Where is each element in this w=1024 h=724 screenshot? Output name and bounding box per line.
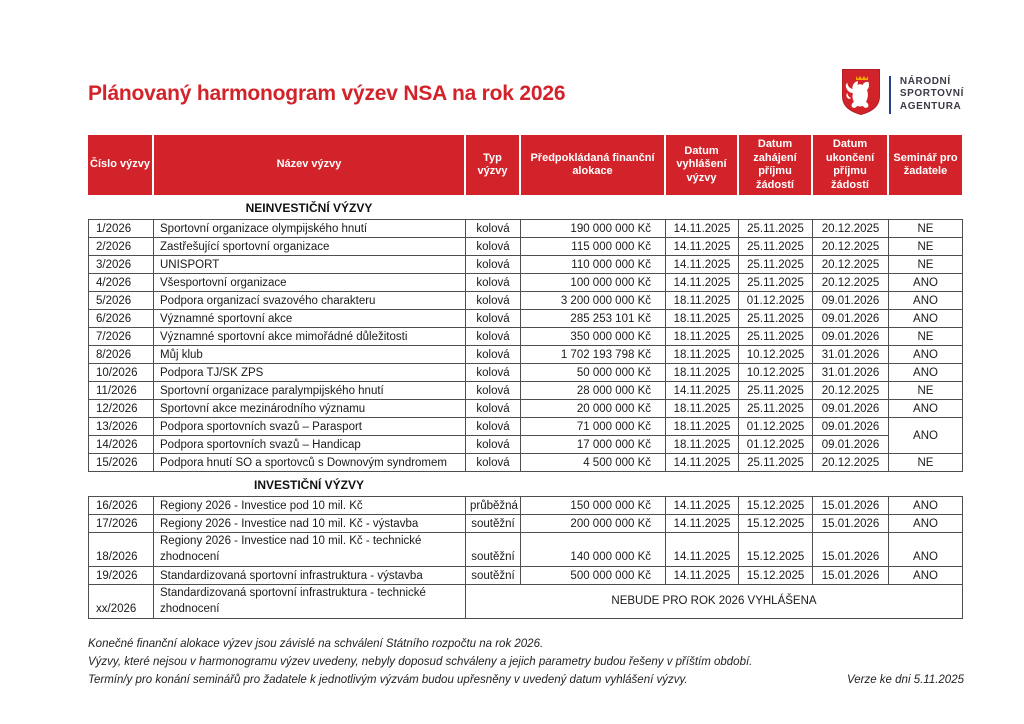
table-row: [89, 238, 963, 256]
table-row: [89, 382, 963, 400]
section-title-investicni: INVESTIČNÍ VÝZVY: [253, 478, 365, 492]
nsa-logo: [841, 68, 964, 121]
cell-date-start: 25.11.2025: [739, 400, 813, 418]
cell-date-start: 10.12.2025: [739, 364, 813, 382]
cell-date-announced: 14.11.2025: [666, 454, 739, 472]
cell-date-announced: 18.11.2025: [666, 346, 739, 364]
cell-seminar: NE: [889, 454, 963, 472]
cell-seminar: ANO: [889, 292, 963, 310]
column-header-2: Typ výzvy: [465, 135, 520, 195]
cell-date-end: 31.01.2026: [813, 364, 889, 382]
cell-date-announced: 14.11.2025: [666, 497, 739, 515]
cell-call-name: Významné sportovní akce: [154, 310, 466, 328]
cell-call-number: 14/2026: [89, 436, 154, 454]
cell-date-announced: 18.11.2025: [666, 310, 739, 328]
table-row: [89, 292, 963, 310]
cell-allocation: 285 253 101 Kč: [521, 310, 666, 328]
cell-allocation: 71 000 000 Kč: [521, 418, 666, 436]
logo-wordmark: [900, 76, 964, 114]
footer-note-2: Výzvy, které nejsou v harmonogramu výzev uvedeny, nebyly doposud schváleny a jejich parametry budou řešeny v příštím období.: [88, 656, 753, 668]
cell-call-type: kolová: [466, 454, 521, 472]
column-header-7: Seminář pro žadatele: [888, 135, 962, 195]
cell-call-number: 7/2026: [89, 328, 154, 346]
cell-allocation: 17 000 000 Kč: [521, 436, 666, 454]
cell-call-name: Podpora organizací svazového charakteru: [154, 292, 466, 310]
table-row: [89, 400, 963, 418]
cell-date-start: 10.12.2025: [739, 346, 813, 364]
cell-date-end: 20.12.2025: [813, 382, 889, 400]
cell-call-type: kolová: [466, 400, 521, 418]
cell-call-name: Sportovní akce mezinárodního významu: [154, 400, 466, 418]
cell-call-type: soutěžní: [466, 515, 521, 533]
cell-call-type: průběžná: [466, 497, 521, 515]
cell-allocation: 4 500 000 Kč: [521, 454, 666, 472]
cell-date-start: 25.11.2025: [739, 220, 813, 238]
cell-allocation: 200 000 000 Kč: [521, 515, 666, 533]
cell-not-announced-note: NEBUDE PRO ROK 2026 VYHLÁŠENA: [466, 585, 963, 619]
cell-date-end: 09.01.2026: [813, 292, 889, 310]
footer-notes: [88, 635, 964, 689]
cell-call-number: 1/2026: [89, 220, 154, 238]
cell-allocation: 100 000 000 Kč: [521, 274, 666, 292]
logo-line-3: AGENTURA: [899, 100, 962, 112]
cell-call-name: UNISPORT: [154, 256, 466, 274]
section-title-neinvesticni: NEINVESTIČNÍ VÝZVY: [245, 201, 373, 215]
cell-seminar: ANO: [889, 364, 963, 382]
cell-date-end: 09.01.2026: [813, 418, 889, 436]
cell-date-announced: 18.11.2025: [666, 436, 739, 454]
cell-call-type: kolová: [466, 220, 521, 238]
cell-date-start: 15.12.2025: [739, 515, 813, 533]
table-row: [89, 328, 963, 346]
cell-allocation: 150 000 000 Kč: [521, 497, 666, 515]
cell-call-name: Sportovní organizace paralympijského hnutí: [154, 382, 466, 400]
cell-date-end: 20.12.2025: [813, 454, 889, 472]
cell-call-type: kolová: [466, 310, 521, 328]
cell-date-announced: 14.11.2025: [666, 220, 739, 238]
cell-date-start: 15.12.2025: [739, 533, 813, 567]
cell-call-number: xx/2026: [89, 585, 154, 619]
cell-call-number: 18/2026: [89, 533, 154, 567]
table-row: [89, 418, 963, 436]
cell-call-type: kolová: [466, 418, 521, 436]
version-label: Verze ke dni 5.11.2025: [847, 674, 964, 686]
cell-date-start: 01.12.2025: [739, 436, 813, 454]
cell-call-type: kolová: [466, 382, 521, 400]
cell-seminar: ANO: [889, 533, 963, 567]
cell-date-start: 25.11.2025: [739, 238, 813, 256]
cell-allocation: 110 000 000 Kč: [521, 256, 666, 274]
cell-call-name: Regiony 2026 - Investice pod 10 mil. Kč: [154, 497, 466, 515]
cell-call-name: Standardizovaná sportovní infrastruktura - technické zhodnocení: [154, 585, 466, 619]
cell-call-number: 3/2026: [89, 256, 154, 274]
cell-date-announced: 14.11.2025: [666, 515, 739, 533]
cell-date-start: 25.11.2025: [739, 310, 813, 328]
cell-allocation: 50 000 000 Kč: [521, 364, 666, 382]
table-row: [89, 585, 963, 619]
cell-call-type: kolová: [466, 346, 521, 364]
cell-allocation: 3 200 000 000 Kč: [521, 292, 666, 310]
cell-date-end: 09.01.2026: [813, 400, 889, 418]
table-row: [89, 567, 963, 585]
table-row: [89, 436, 963, 454]
column-header-4: Datum vyhlášení výzvy: [665, 135, 738, 195]
cell-date-announced: 18.11.2025: [666, 418, 739, 436]
cell-seminar: NE: [889, 382, 963, 400]
cell-call-name: Podpora TJ/SK ZPS: [154, 364, 466, 382]
table-row: [89, 220, 963, 238]
cell-allocation: 28 000 000 Kč: [521, 382, 666, 400]
cell-seminar: ANO: [889, 567, 963, 585]
cell-date-announced: 14.11.2025: [666, 274, 739, 292]
cell-date-announced: 14.11.2025: [666, 238, 739, 256]
table-row: [89, 497, 963, 515]
cell-allocation: 115 000 000 Kč: [521, 238, 666, 256]
cell-date-end: 31.01.2026: [813, 346, 889, 364]
cell-call-type: kolová: [466, 274, 521, 292]
cell-seminar: ANO: [889, 497, 963, 515]
cell-date-end: 09.01.2026: [813, 328, 889, 346]
cell-seminar: NE: [889, 220, 963, 238]
column-header-5: Datum zahájení příjmu žádostí: [738, 135, 812, 195]
table-neinvesticni: [88, 219, 963, 472]
cell-date-end: 09.01.2026: [813, 310, 889, 328]
cell-call-name: Můj klub: [154, 346, 466, 364]
cell-date-start: 25.11.2025: [739, 328, 813, 346]
cell-date-end: 20.12.2025: [813, 220, 889, 238]
cell-date-end: 15.01.2026: [813, 515, 889, 533]
document-header: [88, 68, 964, 121]
cell-call-type: kolová: [466, 238, 521, 256]
cell-date-end: 09.01.2026: [813, 436, 889, 454]
table-row: [89, 364, 963, 382]
cell-date-end: 20.12.2025: [813, 274, 889, 292]
cell-call-number: 16/2026: [89, 497, 154, 515]
cell-call-name: Sportovní organizace olympijského hnutí: [154, 220, 466, 238]
cell-date-start: 15.12.2025: [739, 497, 813, 515]
cell-date-announced: 14.11.2025: [666, 533, 739, 567]
table-row: [89, 454, 963, 472]
cell-call-number: 13/2026: [89, 418, 154, 436]
cell-allocation: 190 000 000 Kč: [521, 220, 666, 238]
cell-seminar: NE: [889, 328, 963, 346]
cell-call-number: 4/2026: [89, 274, 154, 292]
schedule-table-header: [88, 135, 962, 195]
page-title: Plánovaný harmonogram výzev NSA na rok 2026: [88, 82, 566, 105]
cell-seminar: ANO: [889, 400, 963, 418]
cell-seminar: NE: [889, 238, 963, 256]
cell-date-end: 20.12.2025: [813, 238, 889, 256]
cell-seminar: ANO: [889, 346, 963, 364]
cell-call-type: kolová: [466, 328, 521, 346]
cell-date-announced: 18.11.2025: [666, 328, 739, 346]
cell-call-name: Standardizovaná sportovní infrastruktura - výstavba: [154, 567, 466, 585]
cell-date-start: 25.11.2025: [739, 274, 813, 292]
cell-call-type: kolová: [466, 292, 521, 310]
cell-call-number: 2/2026: [89, 238, 154, 256]
column-header-3: Předpokládaná finanční alokace: [520, 135, 665, 195]
footer-note-3: Termín/y pro konání seminářů pro žadatele k jednotlivým výzvám budou upřesněny v uvedený datum vyhlášení výzvy.: [88, 674, 688, 686]
cell-call-name: Všesportovní organizace: [154, 274, 466, 292]
cell-date-announced: 14.11.2025: [666, 256, 739, 274]
table-row: [89, 256, 963, 274]
cell-date-end: 15.01.2026: [813, 567, 889, 585]
cell-call-name: Podpora sportovních svazů – Handicap: [154, 436, 466, 454]
cell-call-number: 8/2026: [89, 346, 154, 364]
cell-allocation: 140 000 000 Kč: [521, 533, 666, 567]
cell-call-type: kolová: [466, 256, 521, 274]
logo-line-1: NÁRODNÍ: [899, 75, 951, 87]
cell-seminar: ANO: [889, 310, 963, 328]
cell-date-start: 01.12.2025: [739, 292, 813, 310]
cell-call-name: Regiony 2026 - Investice nad 10 mil. Kč - výstavba: [154, 515, 466, 533]
footer-note-1: Konečné finanční alokace výzev jsou závislé na schválení Státního rozpočtu na rok 2026.: [88, 638, 544, 650]
table-row: [89, 310, 963, 328]
cell-date-announced: 14.11.2025: [666, 567, 739, 585]
cell-call-number: 6/2026: [89, 310, 154, 328]
cell-call-name: Zastřešující sportovní organizace: [154, 238, 466, 256]
cell-seminar: NE: [889, 256, 963, 274]
cell-date-start: 25.11.2025: [739, 256, 813, 274]
cell-call-number: 15/2026: [89, 454, 154, 472]
cell-date-announced: 18.11.2025: [666, 364, 739, 382]
column-header-6: Datum ukončení příjmu žádostí: [812, 135, 888, 195]
header-row: [88, 135, 962, 195]
nsa-crest-icon: [841, 68, 881, 121]
cell-call-type: kolová: [466, 364, 521, 382]
cell-allocation: 500 000 000 Kč: [521, 567, 666, 585]
cell-date-announced: 18.11.2025: [666, 292, 739, 310]
schedule-table: [88, 135, 962, 619]
cell-date-end: 15.01.2026: [813, 497, 889, 515]
column-header-0: Číslo výzvy: [90, 158, 150, 171]
table-investicni: [88, 496, 963, 619]
cell-date-start: 01.12.2025: [739, 418, 813, 436]
logo-line-2: SPORTOVNÍ: [899, 88, 964, 100]
column-header-1: Název výzvy: [153, 135, 465, 195]
cell-date-end: 15.01.2026: [813, 533, 889, 567]
cell-call-type: soutěžní: [466, 533, 521, 567]
cell-call-number: 5/2026: [89, 292, 154, 310]
cell-call-number: 12/2026: [89, 400, 154, 418]
cell-call-name: Významné sportovní akce mimořádné důležitosti: [154, 328, 466, 346]
table-row: [89, 533, 963, 567]
cell-call-type: soutěžní: [466, 567, 521, 585]
cell-call-number: 19/2026: [89, 567, 154, 585]
cell-allocation: 350 000 000 Kč: [521, 328, 666, 346]
cell-call-name: Podpora hnutí SO a sportovců s Downovým syndromem: [154, 454, 466, 472]
cell-call-number: 17/2026: [89, 515, 154, 533]
cell-seminar: ANO: [889, 418, 963, 454]
table-row: [89, 274, 963, 292]
table-row: [89, 346, 963, 364]
cell-call-number: 10/2026: [89, 364, 154, 382]
cell-date-start: 25.11.2025: [739, 382, 813, 400]
cell-date-end: 20.12.2025: [813, 256, 889, 274]
cell-date-announced: 14.11.2025: [666, 382, 739, 400]
cell-seminar: ANO: [889, 515, 963, 533]
cell-date-start: 15.12.2025: [739, 567, 813, 585]
cell-call-number: 11/2026: [89, 382, 154, 400]
cell-seminar: ANO: [889, 274, 963, 292]
cell-call-type: kolová: [466, 436, 521, 454]
cell-date-start: 25.11.2025: [739, 454, 813, 472]
logo-divider: [889, 76, 891, 114]
cell-allocation: 20 000 000 Kč: [521, 400, 666, 418]
cell-call-name: Regiony 2026 - Investice nad 10 mil. Kč - technické zhodnocení: [154, 533, 466, 567]
cell-allocation: 1 702 193 798 Kč: [521, 346, 666, 364]
cell-call-name: Podpora sportovních svazů – Parasport: [154, 418, 466, 436]
table-row: [89, 515, 963, 533]
cell-date-announced: 18.11.2025: [666, 400, 739, 418]
